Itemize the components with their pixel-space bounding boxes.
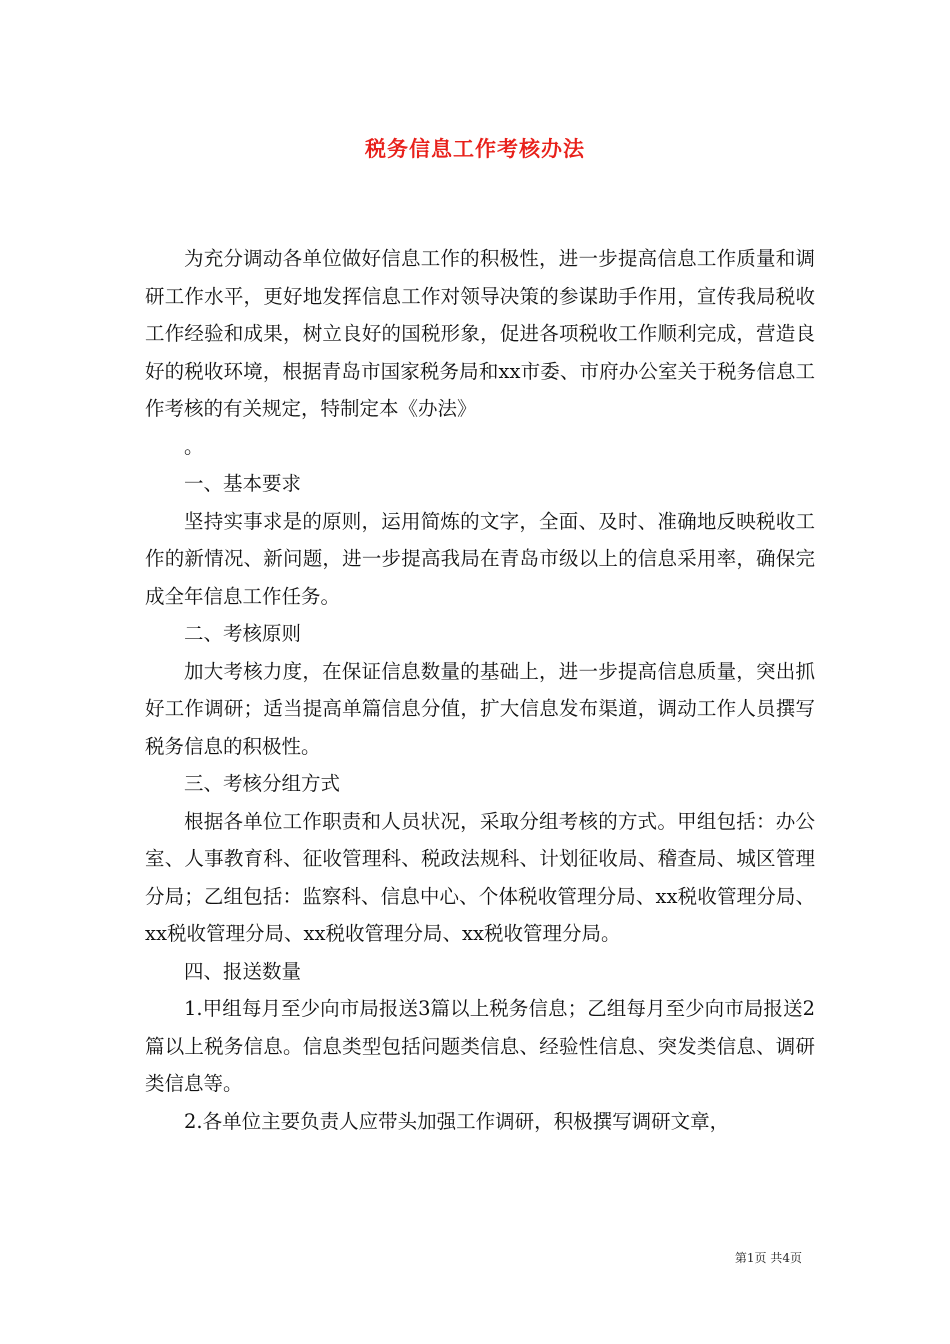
section-heading-2: 二、考核原则 (184, 622, 302, 645)
section-heading-3: 三、考核分组方式 (184, 772, 341, 795)
section-text-3: 根据各单位工作职责和人员状况，采取分组考核的方式。甲组包括：办公室、人事教育科、征收管理科、税政法规科、计划征收局、稽查局、城区管理分局；乙组包括：监察科、信息中心、个体税收管理分局、xx税收管理分局、xx税收管理分局、xx税收管理分局、xx税收管理分局。 (145, 809, 815, 945)
section-text-2: 加大考核力度，在保证信息数量的基础上，进一步提高信息质量，突出抓好工作调研；适当提高单篇信息分值，扩大信息发布渠道，调动工作人员撰写税务信息的积极性。 (145, 659, 815, 758)
section-4-item-1: 1.甲组每月至少向市局报送3篇以上税务信息；乙组每月至少向市局报送2篇以上税务信息。信息类型包括问题类信息、经验性信息、突发类信息、调研类信息等。 (145, 997, 815, 1095)
section-heading-4: 四、报送数量 (184, 959, 302, 983)
document-body (145, 240, 815, 1140)
intro-end-mark: 。 (184, 434, 204, 458)
page-number-footer: 第1页 共4页 (734, 1251, 802, 1265)
section-heading-1: 一、基本要求 (184, 472, 302, 495)
document-title: 税务信息工作考核办法 (365, 136, 585, 161)
intro-paragraph: 为充分调动各单位做好信息工作的积极性，进一步提高信息工作质量和调研工作水平，更好地发挥信息工作对领导决策的参谋助手作用，宣传我局税收工作经验和成果，树立良好的国税形象，促进各项税收工作顺利完成，营造良好的税收环境，根据青岛市国家税务局和xx市委、市府办公室关于税务信息工作考核的有关规定，特制定本《办法》 (145, 247, 815, 420)
section-text-1: 坚持实事求是的原则，运用简炼的文字，全面、及时、准确地反映税收工作的新情况、新问题，进一步提高我局在青岛市级以上的信息采用率，确保完成全年信息工作任务。 (145, 509, 815, 608)
section-4-item-2: 2.各单位主要负责人应带头加强工作调研，积极撰写调研文章， (184, 1109, 730, 1133)
